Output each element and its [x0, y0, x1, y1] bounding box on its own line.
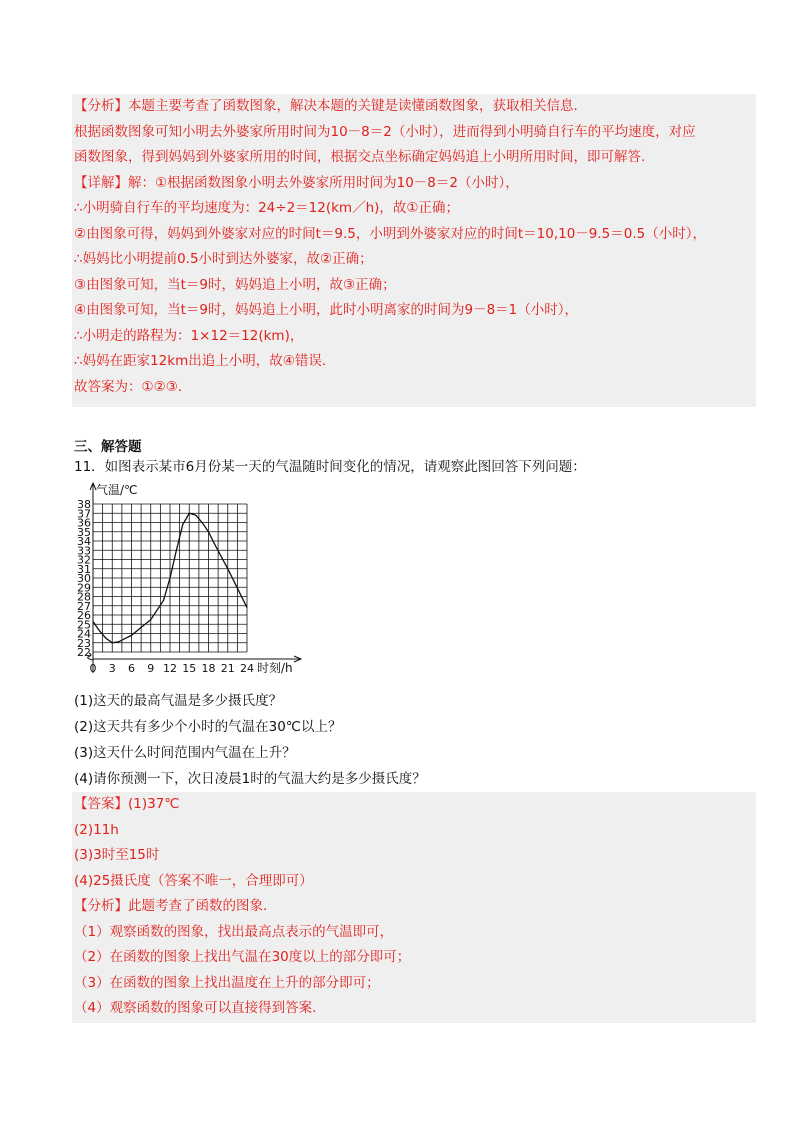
y-tick-label: 26 — [77, 609, 91, 622]
answer-line-4: (4)25摄氏度（答案不唯一，合理即可） — [74, 872, 313, 889]
x-tick-label: 3 — [108, 662, 116, 675]
sub-question-1: (1)这天的最高气温是多少摄氏度？ — [74, 693, 283, 709]
x-tick-label: 24 — [240, 662, 254, 675]
answer-line-5: 【分析】此题考查了函数的图象. — [74, 898, 268, 914]
sub-question-2: (2)这天共有多少个小时的气温在30℃以上？ — [74, 719, 342, 735]
y-tick-label: 23 — [77, 636, 91, 650]
answer-line-8: （3）在函数的图象上找出温度在上升的部分即可； — [74, 974, 380, 991]
y-tick-label: 34 — [77, 535, 91, 548]
x-tick-label: 0 — [89, 662, 97, 675]
y-tick-label: 29 — [77, 581, 91, 595]
analysis-line-1: 【分析】本题主要考查了函数图象，解决本题的关键是读懂函数图象，获取相关信息. — [74, 98, 578, 114]
answer-line-2: (2)11h — [74, 821, 119, 838]
answer-line-1: 【答案】(1)37℃ — [74, 796, 180, 812]
x-tick-label: 18 — [201, 662, 216, 675]
sub-question-4: (4)请你预测一下，次日凌晨1时的气温大约是多少摄氏度？ — [74, 771, 426, 787]
y-tick-label: 36 — [77, 516, 91, 530]
analysis-line-5: ∴小明骑自行车的平均速度为：24÷2＝12(km／h)，故①正确； — [74, 200, 460, 216]
section-heading: 三、解答题 — [74, 439, 142, 455]
analysis-line-9: ④由图象可知，当t＝9时，妈妈追上小明，此时小明离家的时间为9－8＝1（小时）， — [74, 302, 579, 318]
analysis-line-2: 根据函数图象可知小明去外婆家所用时间为10－8＝2（小时），进而得到小明骑自行车的平均速度，对应 — [74, 123, 696, 140]
y-tick-label: 24 — [77, 627, 91, 641]
analysis-line-7: ∴妈妈比小明提前0.5小时到达外婆家，故②正确； — [74, 251, 373, 267]
y-tick-label: 38 — [77, 498, 91, 511]
analysis-line-4: 【详解】解：①根据函数图象小明去外婆家所用时间为10－8＝2（小时）， — [74, 174, 519, 191]
x-tick-label: 6 — [128, 662, 135, 675]
x-tick-label: 9 — [147, 662, 155, 675]
x-tick-label: 15 — [182, 662, 197, 675]
analysis-line-6: ②由图象可得，妈妈到外婆家对应的时间t＝9.5，小明到外婆家对应的时间t＝10,10－9.5＝0.5（小时）， — [74, 225, 706, 242]
x-axis-label: 时刻/h — [257, 661, 293, 675]
y-tick-label: 25 — [77, 618, 91, 632]
analysis-line-12: 故答案为：①②③. — [74, 378, 183, 395]
analysis-line-3: 函数图象，得到妈妈到外婆家所用的时间，根据交点坐标确定妈妈追上小明所用时间，即可解答. — [74, 149, 646, 165]
analysis-line-11: ∴妈妈在距家12km出追上小明，故④错误. — [74, 353, 327, 369]
temperature-chart — [68, 478, 308, 688]
sub-question-3: (3)这天什么时间范围内气温在上升？ — [74, 745, 296, 761]
analysis-line-10: ∴小明走的路程为：1×12＝12(km)， — [74, 327, 304, 344]
y-tick-label: 32 — [77, 553, 91, 567]
y-tick-label: 28 — [77, 590, 91, 604]
y-axis-label: 气温/℃ — [96, 483, 138, 497]
x-tick-label: 12 — [163, 662, 177, 675]
analysis-line-8: ③由图象可知，当t＝9时，妈妈追上小明，故③正确； — [74, 276, 396, 293]
answer-line-7: （2）在函数的图象上找出气温在30度以上的部分即可； — [74, 949, 411, 965]
question-stem: 11．如图表示某市6月份某一天的气温随时间变化的情况，请观察此图回答下列问题： — [74, 459, 586, 475]
answer-line-6: （1）观察函数的图象，找出最高点表示的气温即可， — [74, 923, 394, 940]
y-tick-label: 22 — [77, 646, 91, 659]
y-tick-label: 33 — [77, 544, 91, 558]
answer-line-9: （4）观察函数的图象可以直接得到答案. — [74, 1000, 317, 1016]
y-tick-label: 37 — [77, 507, 91, 521]
answer-line-3: (3)3时至15时 — [74, 847, 160, 863]
y-tick-label: 35 — [77, 525, 91, 539]
y-tick-label: 30 — [77, 572, 91, 585]
y-tick-label: 27 — [77, 599, 91, 613]
y-tick-label: 31 — [77, 562, 91, 576]
x-tick-label: 21 — [220, 662, 235, 675]
